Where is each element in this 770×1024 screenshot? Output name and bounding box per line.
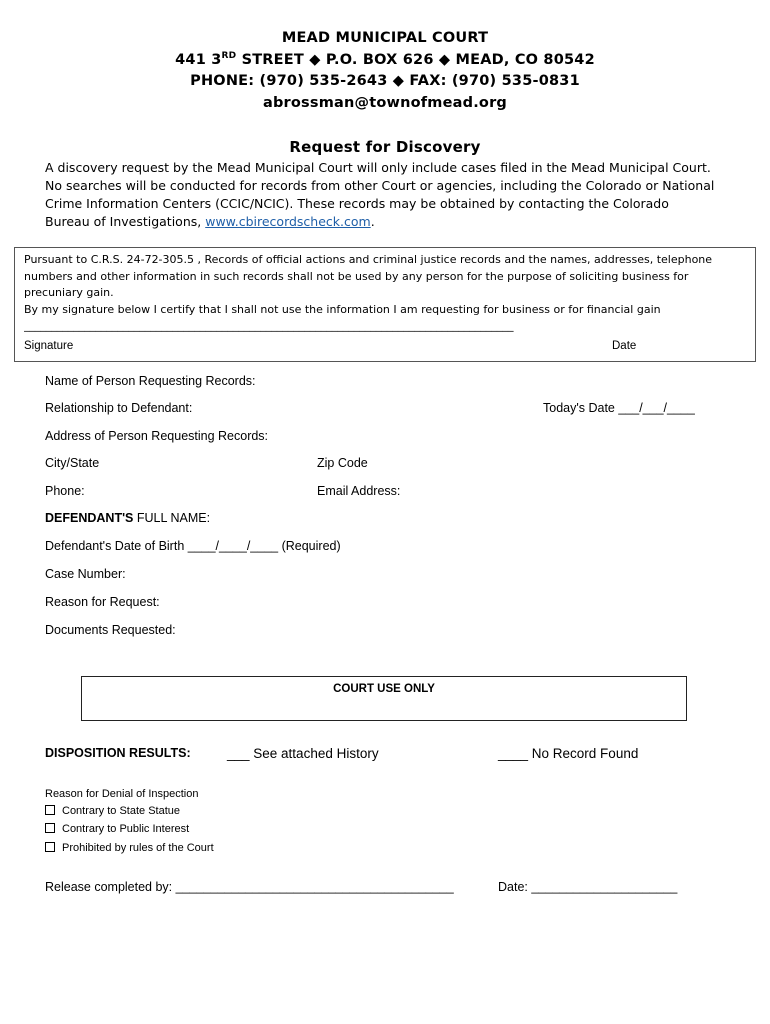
email-field[interactable]: Email Address:	[317, 484, 401, 498]
defendant-label-bold: DEFENDANT'S	[45, 511, 134, 525]
court-use-title: COURT USE ONLY	[333, 683, 435, 695]
intro-line-4-prefix: Bureau of Investigations,	[45, 214, 206, 229]
date-label: Date	[612, 340, 637, 352]
address-superscript: RD	[221, 51, 237, 61]
court-email: abrossman@townofmead.org	[262, 95, 508, 111]
court-address	[0, 51, 770, 68]
intro-line-4	[45, 213, 745, 231]
address-part-1: 441 3	[175, 52, 222, 68]
denial-option-label: Contrary to State Statue	[62, 805, 181, 817]
form-title: Request for Discovery	[289, 138, 481, 156]
address-part-2: STREET ◆ P.O. BOX 626 ◆ MEAD, CO 80542	[236, 52, 595, 68]
checkbox-icon[interactable]	[45, 805, 55, 815]
certification-line-3: precuniary gain.	[24, 286, 114, 300]
signature-line[interactable]: _________________________________________________________________________________________	[24, 319, 514, 333]
disposition-label: DISPOSITION RESULTS:	[45, 746, 191, 760]
todays-date-field[interactable]: Today's Date ___/___/____	[543, 401, 695, 415]
certification-line-1: Pursuant to C.R.S. 24-72-305.5 , Records of official actions and criminal justice records and the names, addresses, telephone	[24, 253, 713, 266]
zip-code-field[interactable]: Zip Code	[317, 456, 368, 470]
denial-option-label: Prohibited by rules of the Court	[62, 842, 214, 854]
defendant-name-field[interactable]	[45, 511, 210, 525]
phone-field[interactable]: Phone:	[45, 484, 85, 498]
intro-line-1: A discovery request by the Mead Municipal Court will only include cases filed in the Mead Municipal Court.	[45, 160, 711, 175]
certification-text	[24, 252, 749, 335]
no-record-found-option[interactable]: ____ No Record Found	[498, 746, 639, 761]
denial-option-court-rules[interactable]	[45, 842, 214, 854]
reason-for-request-field[interactable]: Reason for Request:	[45, 595, 160, 609]
denial-option-public-interest[interactable]	[45, 823, 189, 835]
address-field[interactable]: Address of Person Requesting Records:	[45, 429, 269, 443]
city-state-field[interactable]: City/State	[45, 456, 100, 470]
intro-line-2: No searches will be conducted for records from other Court or agencies, including the Colorado or National	[45, 178, 715, 193]
case-number-field[interactable]: Case Number:	[45, 567, 126, 581]
signature-label: Signature	[24, 340, 74, 352]
intro-line-4-suffix: .	[370, 214, 375, 229]
court-name: MEAD MUNICIPAL COURT	[281, 30, 489, 46]
intro-paragraph	[45, 159, 745, 231]
denial-option-state-statue[interactable]	[45, 805, 180, 817]
denial-heading: Reason for Denial of Inspection	[45, 788, 199, 800]
see-attached-history-option[interactable]: ___ See attached History	[227, 746, 379, 761]
intro-line-3: Crime Information Centers (CCIC/NCIC). These records may be obtained by contacting the Colorado	[45, 196, 669, 211]
requester-name-field[interactable]: Name of Person Requesting Records:	[45, 374, 256, 388]
certification-line-2: numbers and other information in such records shall not be used by any person for the purpose of soliciting business for	[24, 269, 689, 283]
court-phone-fax: PHONE: (970) 535-2643 ◆ FAX: (970) 535-0831	[190, 73, 580, 89]
release-date-field[interactable]: Date: _____________________	[498, 880, 678, 894]
checkbox-icon[interactable]	[45, 823, 55, 833]
documents-requested-field[interactable]: Documents Requested:	[45, 623, 176, 637]
denial-option-label: Contrary to Public Interest	[62, 823, 190, 835]
defendant-dob-field[interactable]: Defendant's Date of Birth ____/____/____ (Required)	[45, 539, 341, 553]
release-completed-by-field[interactable]: Release completed by: ________________________________________	[45, 880, 454, 894]
defendant-label-rest: FULL NAME:	[133, 511, 211, 525]
relationship-field[interactable]: Relationship to Defendant:	[45, 401, 193, 415]
cbi-records-link[interactable]: www.cbirecordscheck.com	[205, 214, 371, 229]
checkbox-icon[interactable]	[45, 842, 55, 852]
certification-line-4: By my signature below I certify that I shall not use the information I am requesting for business or for financial gain	[24, 302, 661, 316]
